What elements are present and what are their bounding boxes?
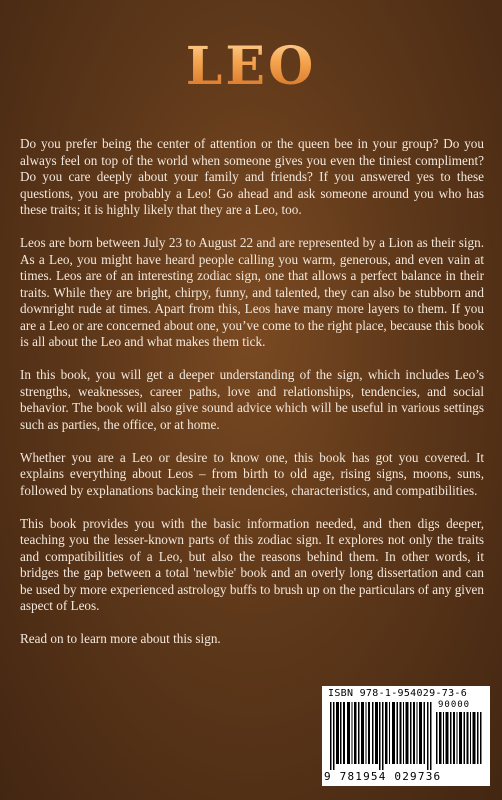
isbn-label: ISBN 978-1-954029-73-6 xyxy=(328,688,468,699)
blurb-paragraph: Whether you are a Leo or desire to know one, this book has got you covered. It explains everything about Leos – from birth to old age, rising signs, moons, suns, followed by explanations backing their tendencies, characteristics, and compatibilities. xyxy=(20,449,484,498)
addon-digits: 90000 xyxy=(438,700,471,710)
blurb-paragraph: Do you prefer being the center of attention or the queen bee in your group? Do you always feel on top of the world when someone gives you even the tiniest compliment? Do you care deeply about your family and friends? If you answered yes to these questions, you are probably a Leo! Go ahead and ask someone around you who has these traits; it is highly likely that they are a Leo, too. xyxy=(20,136,484,217)
ean-barcode-bars xyxy=(330,702,432,770)
blurb-text xyxy=(20,136,484,664)
book-title: LEO xyxy=(0,36,502,97)
blurb-paragraph: Read on to learn more about this sign. xyxy=(20,631,221,646)
blurb-paragraph: In this book, you will get a deeper understanding of the sign, which includes Leo’s strengths, weaknesses, career paths, love and relationships, tendencies, and social behavior. The book will also give sound advice which will be useful in various settings such as parties, the office, or at home. xyxy=(20,367,484,432)
addon-barcode-bars xyxy=(436,712,482,764)
blurb-paragraph: This book provides you with the basic information needed, and then digs deeper, teaching you the lesser-known parts of this zodiac sign. It explores not only the traits and compatibilities of a Leo, but also the reasons behind them. In other words, it bridges the gap between a total 'newbie' book and an overly long dissertation and can be used by more experienced astrology buffs to brush up on the particulars of any given aspect of Leos. xyxy=(20,515,484,613)
blurb-paragraph: Leos are born between July 23 to August 22 and are represented by a Lion as their sign. As a Leo, you might have heard people calling you warm, generous, and even vain at times. Leos are of an interesting zodiac sign, one that allows a perfect balance in their traits. While they are bright, chirpy, funny, and talented, they can also be stubborn and downright rude at times. Apart from this, Leos have many more layers to them. If you are a Leo or are concerned about one, you’ve come to the right place, because this book is all about the Leo and what makes them tick. xyxy=(20,235,484,349)
ean-digits: 9 781954 029736 xyxy=(324,770,442,783)
isbn-barcode xyxy=(322,686,490,786)
